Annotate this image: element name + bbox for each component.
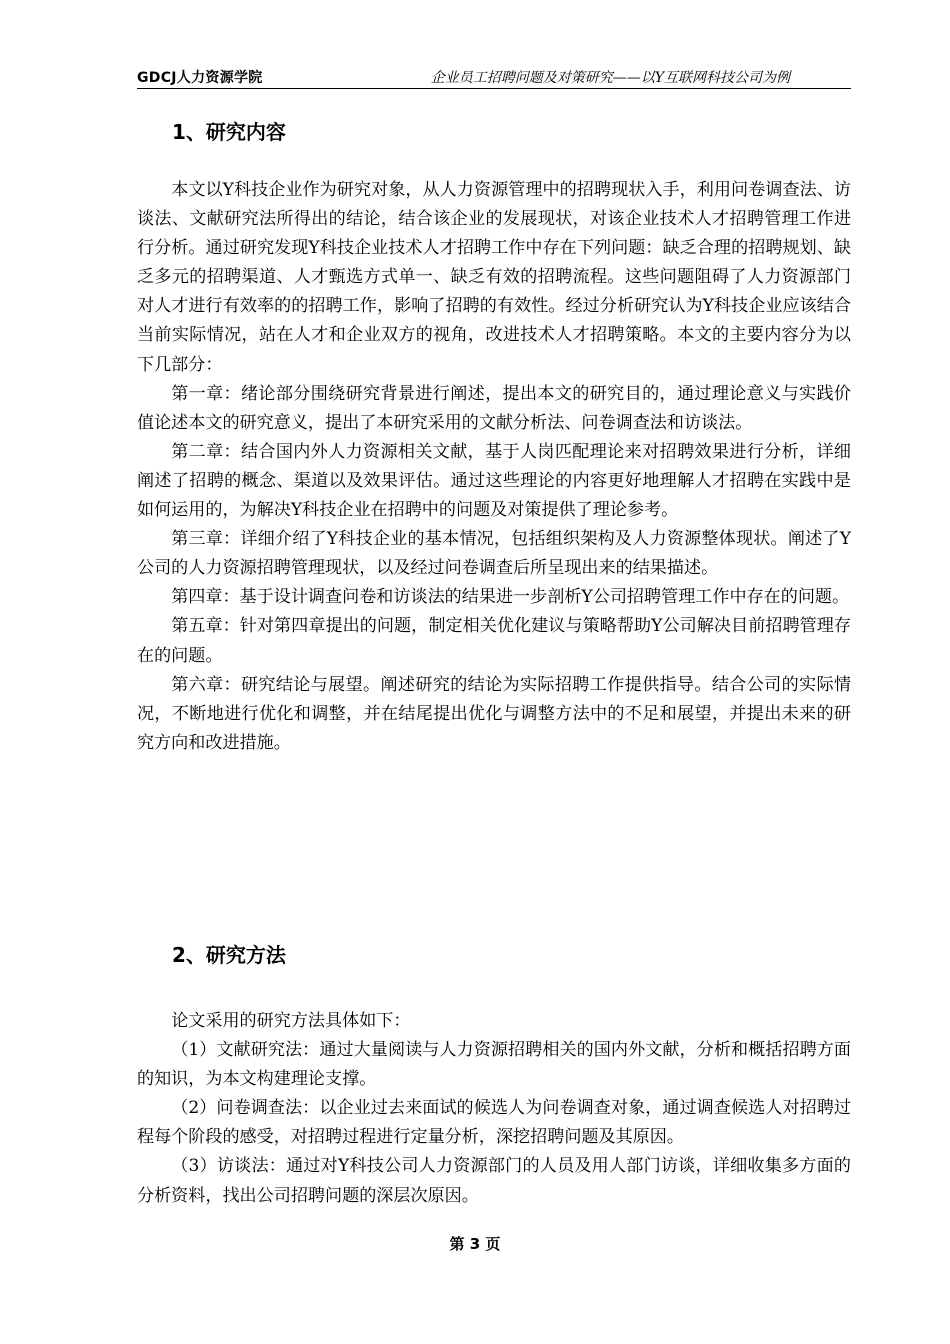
header-divider bbox=[137, 88, 851, 89]
paragraph: 第四章：基于设计调查问卷和访谈法的结果进一步剖析Y公司招聘管理工作中存在的问题。 bbox=[171, 587, 850, 608]
paragraph: 第一章：绪论部分围绕研究背景进行阐述，提出本文的研究目的，通过理论意义与实践价值论述本文的研究意义，提出了本研究采用的文献分析法、问卷调查法和访谈法。 bbox=[137, 383, 851, 433]
paragraph: 本文以Y科技企业作为研究对象，从人力资源管理中的招聘现状入手，利用问卷调查法、访谈法、文献研究法所得出的结论，结合该企业的发展现状，对该企业技术人才招聘管理工作进行分析。通过研究发现Y科技企业技术人才招聘工作中存在下列问题：缺乏合理的招聘规划、缺乏多元的招聘渠道、人才甄选方式单一、缺乏有效的招聘流程。这些问题阻碍了人力资源部门对人才进行有效率的的招聘工作，影响了招聘的有效性。经过分析研究认为Y科技企业应该结合当前实际情况，站在人才和企业双方的视角，改进技术人才招聘策略。本文的主要内容分为以下几部分： bbox=[137, 180, 851, 375]
section-heading-research-content: 1、研究内容 bbox=[172, 120, 286, 144]
section-body-research-content bbox=[137, 176, 851, 758]
paragraph: 第六章：研究结论与展望。阐述研究的结论为实际招聘工作提供指导。结合公司的实际情况，不断地进行优化和调整，并在结尾提出优化与调整方法中的不足和展望，并提出未来的研究方向和改进措施。 bbox=[137, 674, 851, 753]
page-number: 第 3 页 bbox=[449, 1235, 501, 1253]
header-institution: GDCJ人力资源学院 bbox=[137, 70, 263, 86]
paragraph: 第三章：详细介绍了Y科技企业的基本情况，包括组织架构及人力资源整体现状。阐述了Y公司的人力资源招聘管理现状，以及经过问卷调查后所呈现出来的结果描述。 bbox=[137, 529, 851, 579]
paragraph: （1）文献研究法：通过大量阅读与人力资源招聘相关的国内外文献，分析和概括招聘方面的知识，为本文构建理论支撑。 bbox=[137, 1040, 851, 1090]
section-heading-research-methods: 2、研究方法 bbox=[172, 943, 286, 967]
paragraph: 第五章：针对第四章提出的问题，制定相关优化建议与策略帮助Y公司解决目前招聘管理存在的问题。 bbox=[137, 616, 851, 666]
paragraph: （3）访谈法：通过对Y科技公司人力资源部门的人员及用人部门访谈，详细收集多方面的分析资料，找出公司招聘问题的深层次原因。 bbox=[137, 1156, 851, 1206]
paragraph: 论文采用的研究方法具体如下： bbox=[171, 1011, 411, 1031]
section-body-research-methods bbox=[137, 1007, 851, 1211]
paragraph: 第二章：结合国内外人力资源相关文献，基于人岗匹配理论来对招聘效果进行分析，详细阐述了招聘的概念、渠道以及效果评估。通过这些理论的内容更好地理解人才招聘在实践中是如何运用的，为解决Y科技企业在招聘中的问题及对策提供了理论参考。 bbox=[137, 441, 851, 521]
paragraph: （2）问卷调查法：以企业过去来面试的候选人为问卷调查对象，通过调查候选人对招聘过程每个阶段的感受，对招聘过程进行定量分析，深挖招聘问题及其原因。 bbox=[137, 1098, 851, 1148]
header-paper-title: 企业员工招聘问题及对策研究——以Y互联网科技公司为例 bbox=[430, 70, 790, 86]
